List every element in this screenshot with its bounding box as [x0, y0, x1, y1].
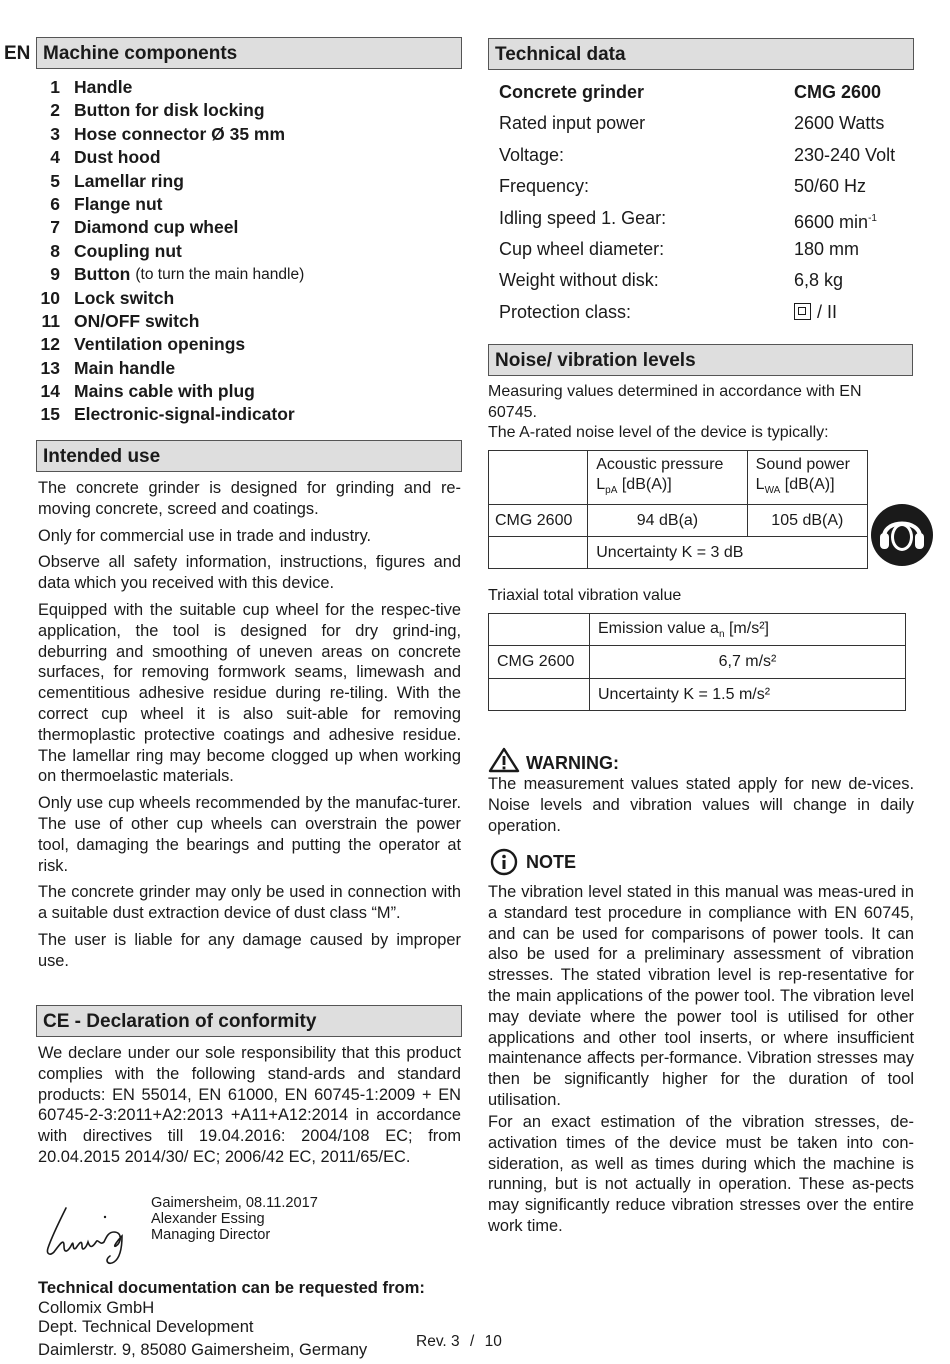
power-unit: [dB(A)] — [784, 475, 835, 493]
signature-image — [42, 1196, 138, 1268]
noise-intro-text: Measuring values determined in accordance with EN 60745. — [488, 383, 862, 421]
technical-data-row — [499, 297, 909, 328]
emission-unit: [m/s²] — [728, 619, 769, 637]
noise-table-corner — [489, 451, 588, 505]
technical-data-table — [499, 77, 909, 328]
component-number: 2 — [50, 100, 60, 121]
noise-table-uncertainty: Uncertainty K = 3 dB — [588, 537, 868, 569]
component-item — [38, 380, 458, 403]
technical-data-value — [794, 77, 909, 108]
component-item — [38, 123, 458, 146]
component-label: Main handle — [74, 357, 176, 378]
unit-exponent: -1 — [868, 212, 877, 224]
component-label: Flange nut — [74, 193, 163, 214]
component-number: 1 — [50, 77, 60, 97]
component-item — [38, 99, 458, 122]
vibration-table-empty-cell — [489, 679, 590, 711]
vibration-table-corner — [489, 614, 590, 646]
component-number: 6 — [50, 193, 60, 214]
page-separator: / — [469, 1333, 475, 1350]
signatory-place-date: Gaimersheim, 08.11.2017 — [151, 1195, 318, 1211]
technical-data-value-text: 180 mm — [794, 238, 860, 259]
component-number: 13 — [40, 357, 60, 378]
technical-data-value — [794, 234, 909, 265]
intended-use-paragraph: The concrete grinder may only be used in connection with a suitable dust extraction device of dust class “M”. — [38, 883, 461, 923]
technical-data-value-text: 6,8 kg — [794, 270, 844, 291]
component-label: Handle — [74, 77, 133, 97]
component-number: 15 — [40, 404, 60, 425]
technical-data-key: Frequency: — [499, 176, 590, 197]
page-number: 10 — [484, 1333, 502, 1350]
component-number: 9 — [50, 264, 60, 285]
technical-data-key: Protection class: — [499, 301, 632, 322]
component-item — [38, 76, 458, 99]
noise-table-model: CMG 2600 — [489, 505, 588, 537]
component-item — [38, 403, 458, 426]
technical-data-row — [499, 234, 909, 265]
vibration-label: Triaxial total vibration value — [488, 587, 682, 604]
noise-table-header-power — [747, 451, 867, 505]
technical-data-key: Weight without disk: — [499, 270, 659, 291]
technical-data-value-text: 6600 min — [794, 211, 869, 232]
component-label: Coupling nut — [74, 240, 182, 261]
component-label: Mains cable with plug — [74, 381, 255, 402]
department: Dept. Technical Development — [38, 1317, 254, 1337]
warning-title: WARNING: — [526, 753, 619, 773]
note-title: NOTE — [526, 851, 577, 872]
noise-table-empty-cell — [489, 537, 588, 569]
power-subscript: WA — [764, 484, 781, 496]
intended-use-heading: Intended use — [36, 440, 462, 472]
technical-data-row — [499, 140, 909, 171]
technical-data-heading: Technical data — [488, 38, 914, 70]
component-item — [38, 333, 458, 356]
emission-subscript: n — [718, 628, 725, 640]
component-label: Diamond cup wheel — [74, 217, 239, 238]
component-label: Ventilation openings — [74, 334, 246, 355]
technical-data-row — [499, 203, 909, 234]
noise-vibration-heading: Noise/ vibration levels — [488, 344, 913, 376]
technical-data-row — [499, 171, 909, 202]
intended-use-paragraph: The concrete grinder is designed for grinding and re-moving concrete, screed and coatings. — [38, 479, 461, 518]
machine-components-list — [38, 76, 458, 427]
signatory-role: Managing Director — [151, 1227, 271, 1243]
technical-data-key: Concrete grinder — [499, 82, 645, 102]
technical-data-value-text: CMG 2600 — [794, 82, 882, 102]
component-item — [38, 357, 458, 380]
technical-data-value — [794, 203, 909, 234]
power-symbol: L — [755, 475, 765, 493]
noise-table-header-pressure — [588, 451, 747, 505]
revision-label: Rev. 3 — [416, 1333, 460, 1350]
technical-documentation-block — [38, 1278, 425, 1359]
vibration-table-value: 6,7 m/s² — [590, 646, 906, 679]
noise-intro — [488, 382, 913, 444]
component-number: 5 — [50, 170, 60, 191]
component-label: Hose connector Ø 35 mm — [74, 123, 286, 144]
component-number: 14 — [40, 381, 60, 402]
technical-data-value — [794, 171, 909, 202]
technical-data-key: Rated input power — [499, 113, 646, 134]
component-item — [38, 240, 458, 263]
ear-protection-icon — [870, 503, 934, 567]
technical-data-value — [794, 140, 909, 171]
component-item — [38, 216, 458, 239]
technical-data-row — [499, 265, 909, 296]
emission-label: Emission value a — [598, 619, 719, 637]
component-label: Button for disk locking — [74, 100, 265, 121]
note-paragraph-2: For an exact estimation of the vibration stresses, de-activation times of the device must be taken into con-sideration, as well as times during which the machine is running, but is not actually in operation. These as-pects may significantly reduce vibration stresses over the entire work time. — [488, 1113, 914, 1235]
language-tag: EN — [4, 43, 31, 64]
component-number: 11 — [41, 310, 60, 331]
component-label: Dust hood — [74, 147, 161, 168]
component-note: (to turn the main handle) — [135, 266, 305, 284]
component-number: 7 — [50, 217, 60, 238]
note-heading — [490, 848, 576, 876]
noise-table — [488, 450, 868, 569]
note-paragraph-1: The vibration level stated in this manual was meas-ured in a standard test procedure in compliance with EN 60745, and can be used for comparisons of power tools. It can also be used for a preliminary assessment of vibration stresses. The stated vibration level is rep-resentative for the main applications of the power tool. The vibration level may deviate where the power tool is utilised for other applications and other tool inserts, or where insufficient maintenance affects per-formance. Vibration stresses may then be significantly higher for the duration of tool utilisation. — [488, 883, 914, 1109]
component-number: 4 — [50, 147, 60, 168]
protection-class-value: / II — [817, 301, 838, 322]
machine-components-heading: Machine components — [36, 37, 462, 69]
intended-use-paragraph: Equipped with the suitable cup wheel for the respec-tive application, the tool is designed for dry grind-ing, deburring and smoothing of uneven areas on concrete surfaces, for removing formwork seams, limewash and cementitious adhesive residue during re-tiling. With the correct cup wheel it is also suit-able for removing thermoplastic protective coatings and adhesive residue. The lamellar ring may become clogged up when working on thermoelastic materials. — [38, 600, 461, 786]
pressure-header-label: Acoustic pressure — [596, 455, 724, 473]
technical-data-value-text: 50/60 Hz — [794, 176, 867, 197]
component-number: 12 — [40, 334, 60, 355]
component-label: Lock switch — [74, 287, 175, 308]
noise-table-power-value: 105 dB(A) — [747, 505, 867, 537]
power-header-label: Sound power — [755, 455, 850, 473]
pressure-subscript: pA — [605, 484, 618, 496]
technical-data-key: Voltage: — [499, 144, 565, 165]
technical-data-value-text: 230-240 Volt — [794, 144, 896, 165]
technical-data-key: Idling speed 1. Gear: — [499, 207, 667, 228]
warning-text: The measurement values stated apply for new de-vices. Noise levels and vibration values will change in daily operation. — [488, 775, 914, 835]
technical-data-value-text: 2600 Watts — [794, 113, 885, 134]
protection-class-icon — [794, 303, 811, 320]
technical-data-value — [794, 108, 909, 139]
intended-use-text — [38, 478, 461, 972]
signatory-name: Alexander Essing — [151, 1211, 265, 1227]
signatory-block — [151, 1195, 318, 1243]
vibration-table-header — [590, 614, 906, 646]
ce-declaration-heading: CE - Declaration of conformity — [36, 1005, 462, 1037]
component-number: 10 — [40, 287, 60, 308]
warning-heading — [488, 745, 619, 774]
noise-intro-text-2: The A-rated noise level of the device is typically: — [488, 424, 829, 441]
component-item — [38, 146, 458, 169]
component-label: Button — [74, 264, 131, 285]
component-item — [38, 193, 458, 216]
technical-data-value — [794, 297, 909, 328]
company-name: Collomix GmbH — [38, 1297, 155, 1317]
intended-use-paragraph: Only for commercial use in trade and industry. — [38, 526, 372, 545]
component-item — [38, 263, 458, 286]
info-icon — [490, 848, 518, 876]
component-item — [38, 310, 458, 333]
component-label: ON/OFF switch — [74, 310, 200, 331]
noise-table-pressure-value: 94 dB(a) — [588, 505, 747, 537]
pressure-unit: [dB(A)] — [621, 475, 672, 493]
intended-use-paragraph: Observe all safety information, instructions, figures and data which you received with this device. — [38, 553, 461, 593]
component-item — [38, 287, 458, 310]
warning-triangle-icon — [488, 747, 520, 773]
vibration-table-model: CMG 2600 — [489, 646, 590, 679]
technical-data-value — [794, 265, 909, 296]
technical-documentation-title: Technical documentation can be requested from: — [38, 1278, 425, 1297]
component-label: Electronic-signal-indicator — [74, 404, 295, 425]
vibration-table-uncertainty: Uncertainty K = 1.5 m/s² — [590, 679, 906, 711]
technical-data-row — [499, 77, 909, 108]
technical-data-key: Cup wheel diameter: — [499, 238, 665, 259]
component-label: Lamellar ring — [74, 170, 184, 191]
pressure-symbol: L — [596, 475, 606, 493]
address: Daimlerstr. 9, 85080 Gaimersheim, Germany — [38, 1339, 368, 1359]
component-item — [38, 170, 458, 193]
intended-use-paragraph: Only use cup wheels recommended by the manufac-turer. The use of other cup wheels can overstrain the power tool, damaging the bearings and putting the operator at risk. — [38, 794, 461, 875]
technical-data-row — [499, 108, 909, 139]
component-number: 8 — [50, 240, 60, 261]
component-number: 3 — [50, 123, 60, 144]
ce-declaration-text: We declare under our sole responsibility that this product complies with the following stand-ards and standard products: EN 55014, EN 61000, EN 60745-1:2009 + EN 60745-2-3:2011+A2:2013 +A11+A12:2014 in accordance with directives till 19.04.2016: 2004/108 EC; from 20.04.2015 2014/30/ EC; 2006/42 EC, 2011/65/EC. — [38, 1044, 461, 1166]
intended-use-paragraph: The user is liable for any damage caused by improper use. — [38, 930, 461, 970]
vibration-table — [488, 613, 906, 711]
page-footer — [416, 1333, 502, 1351]
